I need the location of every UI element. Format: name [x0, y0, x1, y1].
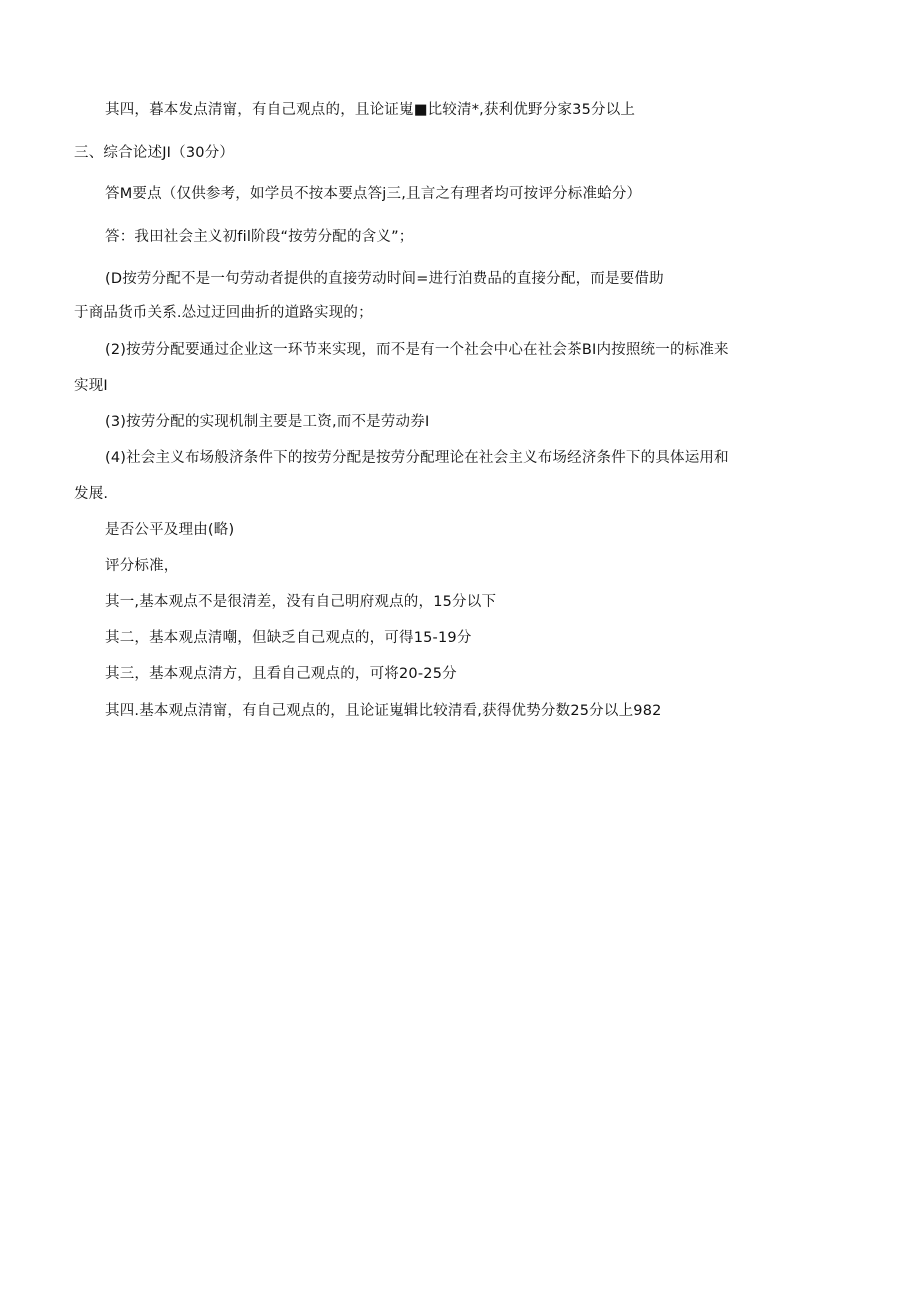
criterion-two: 其二，基本观点清嘲，但缺乏自己观点的，可得15-19分: [105, 630, 472, 646]
point-four: (4)社会主义布场般济条件下的按劳分配是按劳分配理论在社会主义布场经济条件下的具体运用和: [105, 450, 729, 466]
grading-criteria-heading: 评分标准，: [105, 558, 179, 574]
fairness-question: 是否公平及理由(略): [105, 522, 235, 538]
point-three: (3)按劳分配的实现机制主要是工资,而不是劳动券I: [105, 414, 430, 430]
point-two: (2)按劳分配要通过企业这一环节来实现，而不是有一个社会中心在社会茶BI内按照统一的标准来: [105, 342, 729, 358]
answer-key-note: 答M要点（仅供参考，如学员不按本要点答j三,且言之有理者均可按评分标准蛤分）: [105, 186, 642, 202]
point-one: (D按劳分配不是一句劳动者提供的直接劳动时间=进行泊费品的直接分配，而是要借助: [105, 271, 664, 287]
point-two-continuation: 实现I: [74, 378, 108, 394]
point-four-continuation: 发展.: [74, 486, 109, 502]
point-one-continuation: 于商品货币关系.怂过迂回曲折的道路实现的；: [74, 305, 373, 321]
criterion-one: 其一,基本观点不是很清差，没有自己明府观点的，15分以下: [105, 594, 497, 610]
criterion-three: 其三，基本观点清方，且看自己观点的，可将20-25分: [105, 666, 457, 682]
section-three-heading: 三、综合论述JI（30分）: [74, 145, 235, 161]
criterion-four: 其四.基本观点清甯，有自己观点的，且论证嵬辑比较清看,获得优势分数25分以上982: [105, 703, 662, 719]
criterion-four-previous: 其四，暮本发点清甯，有自己观点的，且论证嵬■比较清*,获利优野分家35分以上: [105, 102, 636, 118]
answer-intro: 答：我田社会主义初fil阶段“按劳分配的含义”；: [105, 229, 414, 245]
